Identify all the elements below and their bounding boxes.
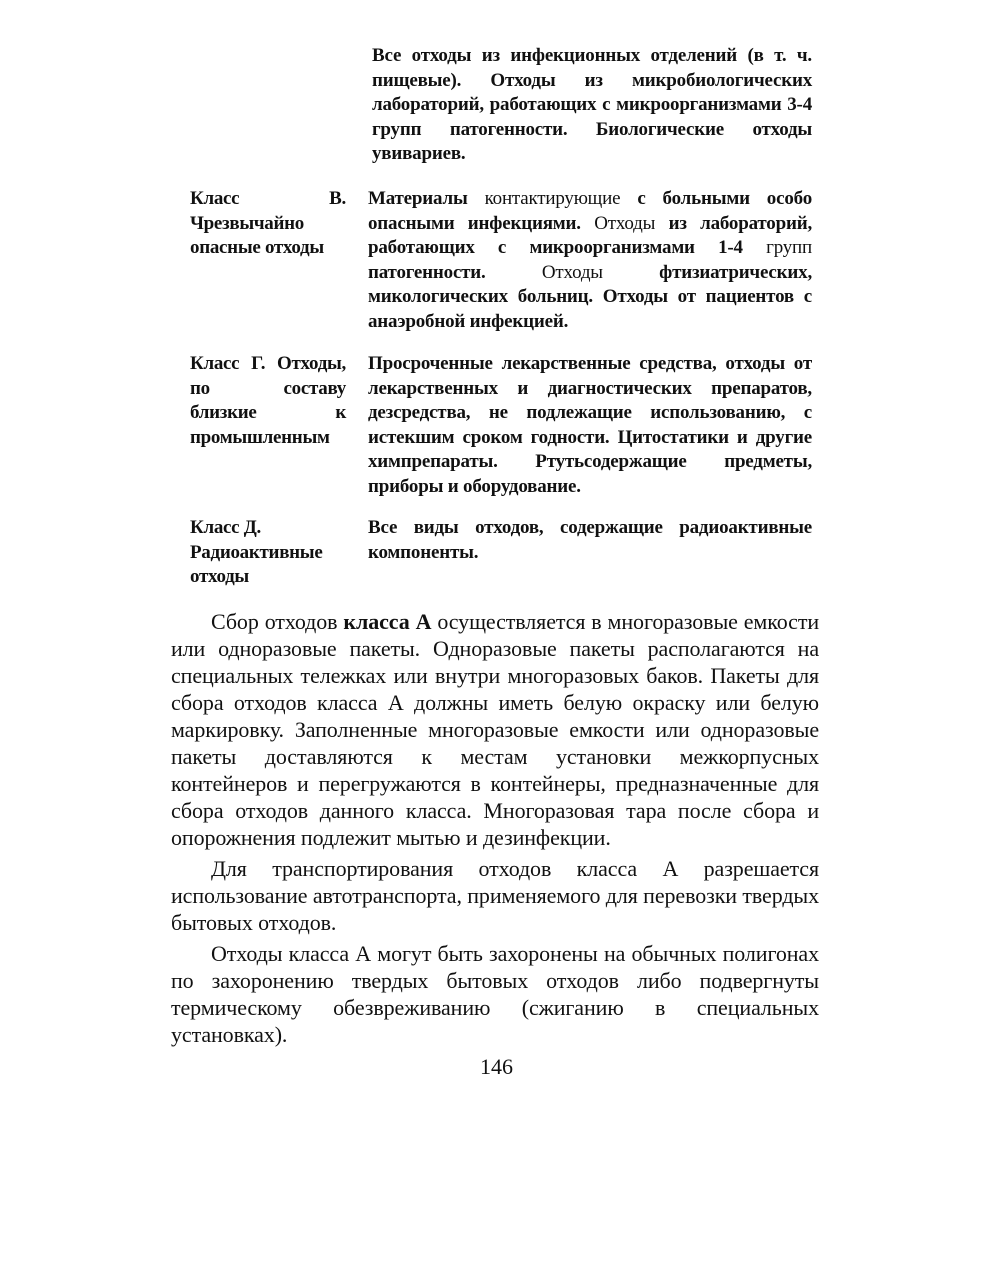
desc-segment: групп (742, 237, 812, 258)
table-cell-description (372, 44, 812, 167)
class-d-label-line: Радиоактивные (190, 541, 323, 563)
paragraph-text: осуществляется в многоразовые емкости или одноразовые пакеты. Одноразовые пакеты располагаются на специальных тележках или внутри многоразовых баков. Пакеты для сбора отходов класса А должны иметь белую окраску или белую маркировку. Заполненные многоразовые емкости или одноразовые пакеты доставляются к местам установки межкорпусных контейнеров и перегружаются в контейнеры, предназначенные для сбора отходов данного класса. Многоразовая тара после сбора и опорожнения подлежит мытью и дезинфекции. (171, 609, 820, 850)
paragraph-disposal: Отходы класса А могут быть захоронены на обычных полигонах по захоронению твердых бытовых отходов либо подвергнуты термическому обезвреживанию (сжиганию в специальных установках). (171, 941, 819, 1047)
class-v-description (368, 187, 812, 334)
paragraph-transport: Для транспортирования отходов класса А разрешается использование автотранспорта, применяемого для перевозки твердых бытовых отходов. (171, 856, 819, 935)
table-row-class-d (190, 516, 814, 590)
paragraph-collection (171, 608, 819, 851)
paragraph-emphasis: класса А (343, 609, 432, 634)
desc-segment: с больными особо опасными инфекциями. (368, 188, 812, 234)
desc-segment: Отходы (485, 261, 660, 283)
class-g-label: Класс Г. Отходы, по составу близкие к промышленным (190, 353, 346, 448)
desc-segment: патогенности. (368, 261, 486, 283)
class-d-label-line: Класс Д. (190, 517, 261, 538)
desc-segment: Отходы (580, 212, 669, 234)
class-d-label (190, 516, 346, 590)
class-d-label-line: отходы (190, 566, 249, 587)
body-text (171, 608, 819, 1052)
table-row-class-v (190, 187, 814, 332)
desc-segment: из лабораторий, работающих с микроорганизмами 1-4 (368, 212, 812, 258)
paragraph-text: Сбор отходов (211, 609, 344, 634)
class-d-description: Все виды отходов, содержащие радиоактивные компоненты. (368, 517, 812, 563)
table-row-class-g (190, 352, 814, 497)
class-b-description: Все отходы из инфекционных отделений (в т. ч. пищевые). Отходы из микробиологических лабораторий, работающих с микроорганизмами 3-4 групп патогенности. Биологические отходы увивариев. (372, 45, 812, 164)
page-number: 146 (480, 1054, 513, 1079)
desc-segment: контактирующие (467, 188, 638, 209)
class-g-description: Просроченные лекарственные средства, отходы от лекарственных и диагностических препаратов, дезсредства, не подлежащие использованию, с истекшим сроком годности. Цитостатики и другие химпрепараты. Ртутьсодержащие предметы, приборы и оборудование. (368, 353, 812, 497)
desc-segment: фтизиатрических, микологических больниц. Отходы от пациентов с анаэробной инфекцией. (368, 261, 812, 332)
class-v-label: Класс В. Чрезвычайно опасные отходы (190, 188, 346, 258)
desc-segment: Материалы (368, 188, 468, 209)
